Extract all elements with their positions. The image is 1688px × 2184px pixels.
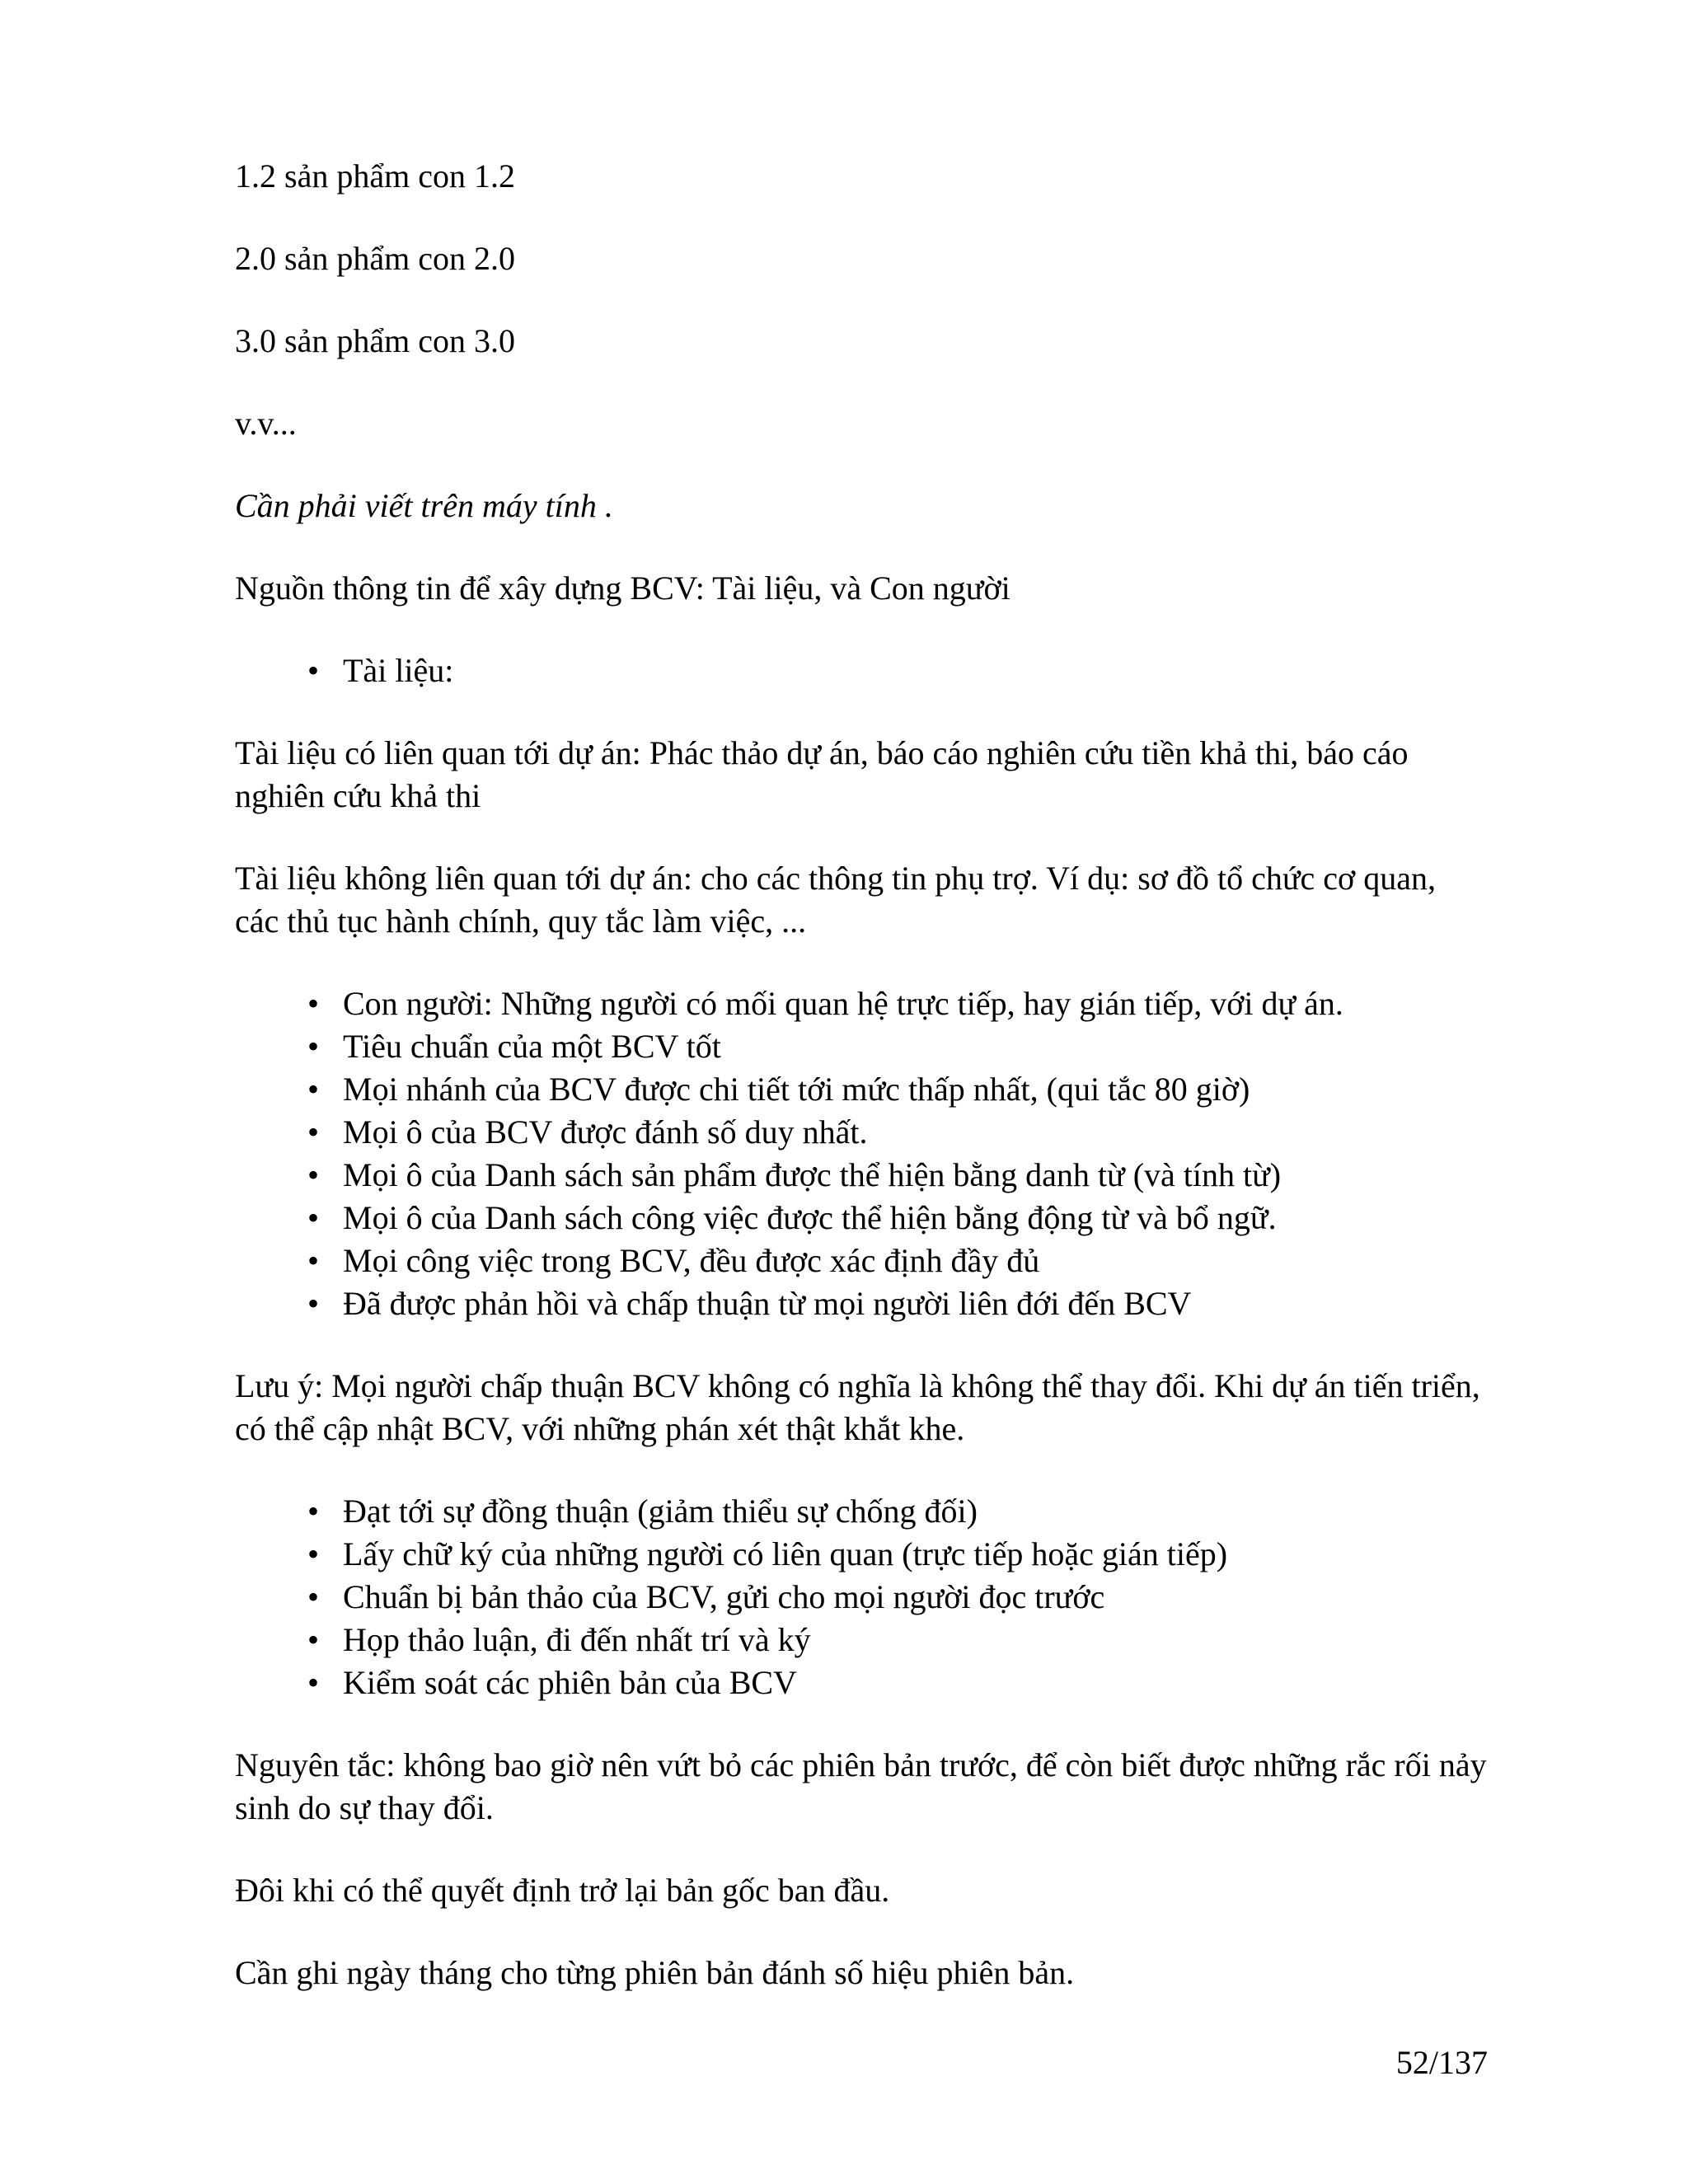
line-item-2-0: 2.0 sản phẩm con 2.0 (235, 240, 515, 277)
list-item: • Mọi nhánh của BCV được chi tiết tới mức thấp nhất, (qui tắc 80 giờ) (307, 1068, 1488, 1111)
bullet-icon: • (307, 1285, 320, 1322)
bullet-list-steps (235, 1490, 1488, 1704)
bullet-icon: • (307, 1535, 320, 1572)
bullet-icon: • (307, 1242, 320, 1279)
document-page (235, 155, 1488, 2034)
docs-unrelated-paragraph: Tài liệu không liên quan tới dự án: cho các thông tin phụ trợ. Ví dụ: sơ đồ tổ chức cơ quan, các thủ tục hành chính, quy tắc làm việc, ... (235, 860, 1436, 940)
date-paragraph: Cần ghi ngày tháng cho từng phiên bản đánh số hiệu phiên bản. (235, 1954, 1075, 1991)
list-item: • Mọi ô của Danh sách công việc được thể hiện bằng động từ và bổ ngữ. (307, 1197, 1488, 1240)
list-item: • Mọi công việc trong BCV, đều được xác định đầy đủ (307, 1240, 1488, 1282)
note-paragraph: Lưu ý: Mọi người chấp thuận BCV không có nghĩa là không thể thay đổi. Khi dự án tiến triển, có thể cập nhật BCV, với những phán xét thật khắt khe. (235, 1367, 1480, 1447)
revert-paragraph: Đôi khi có thể quyết định trở lại bản gốc ban đầu. (235, 1872, 890, 1909)
line-item-3-0: 3.0 sản phẩm con 3.0 (235, 322, 515, 359)
page-number: 52/137 (1395, 2044, 1488, 2081)
bullet-list-documents (235, 649, 1488, 692)
bullet-icon: • (307, 1199, 320, 1236)
bullet-icon: • (307, 1664, 320, 1701)
info-sources-paragraph: Nguồn thông tin để xây dựng BCV: Tài liệu, và Con người (235, 569, 1010, 607)
line-etc: v.v... (235, 405, 297, 442)
bullet-icon: • (307, 1113, 320, 1151)
list-item: • Tiêu chuẩn của một BCV tốt (307, 1025, 1488, 1068)
bullet-icon: • (307, 1156, 320, 1193)
bullet-icon: • (307, 985, 320, 1022)
bullet-icon: • (307, 1578, 320, 1615)
list-item: • Đã được phản hồi và chấp thuận từ mọi người liên đới đến BCV (307, 1282, 1488, 1325)
bullet-list-criteria (235, 982, 1488, 1325)
italic-note: Cần phải viết trên máy tính . (235, 487, 613, 524)
list-item: • Lấy chữ ký của những người có liên quan (trực tiếp hoặc gián tiếp) (307, 1533, 1488, 1576)
docs-related-paragraph: Tài liệu có liên quan tới dự án: Phác thảo dự án, báo cáo nghiên cứu tiền khả thi, báo cáo nghiên cứu khả thi (235, 734, 1409, 814)
list-item: • Mọi ô của Danh sách sản phẩm được thể hiện bằng danh từ (và tính từ) (307, 1154, 1488, 1197)
list-item: • Tài liệu: (307, 649, 1488, 692)
list-item: • Mọi ô của BCV được đánh số duy nhất. (307, 1111, 1488, 1154)
bullet-icon: • (307, 1028, 320, 1065)
list-item: • Chuẩn bị bản thảo của BCV, gửi cho mọi người đọc trước (307, 1576, 1488, 1619)
line-item-1-2: 1.2 sản phẩm con 1.2 (235, 157, 515, 194)
bullet-icon: • (307, 1071, 320, 1108)
list-item: • Con người: Những người có mối quan hệ trực tiếp, hay gián tiếp, với dự án. (307, 982, 1488, 1025)
bullet-icon: • (307, 1493, 320, 1530)
principle-paragraph: Nguyên tắc: không bao giờ nên vứt bỏ các phiên bản trước, để còn biết được những rắc rối nảy sinh do sự thay đổi. (235, 1746, 1487, 1826)
bullet-icon: • (307, 1621, 320, 1658)
list-item: • Đạt tới sự đồng thuận (giảm thiểu sự chống đối) (307, 1490, 1488, 1533)
list-item: • Họp thảo luận, đi đến nhất trí và ký (307, 1619, 1488, 1661)
list-item: • Kiểm soát các phiên bản của BCV (307, 1661, 1488, 1704)
bullet-icon: • (307, 652, 320, 689)
